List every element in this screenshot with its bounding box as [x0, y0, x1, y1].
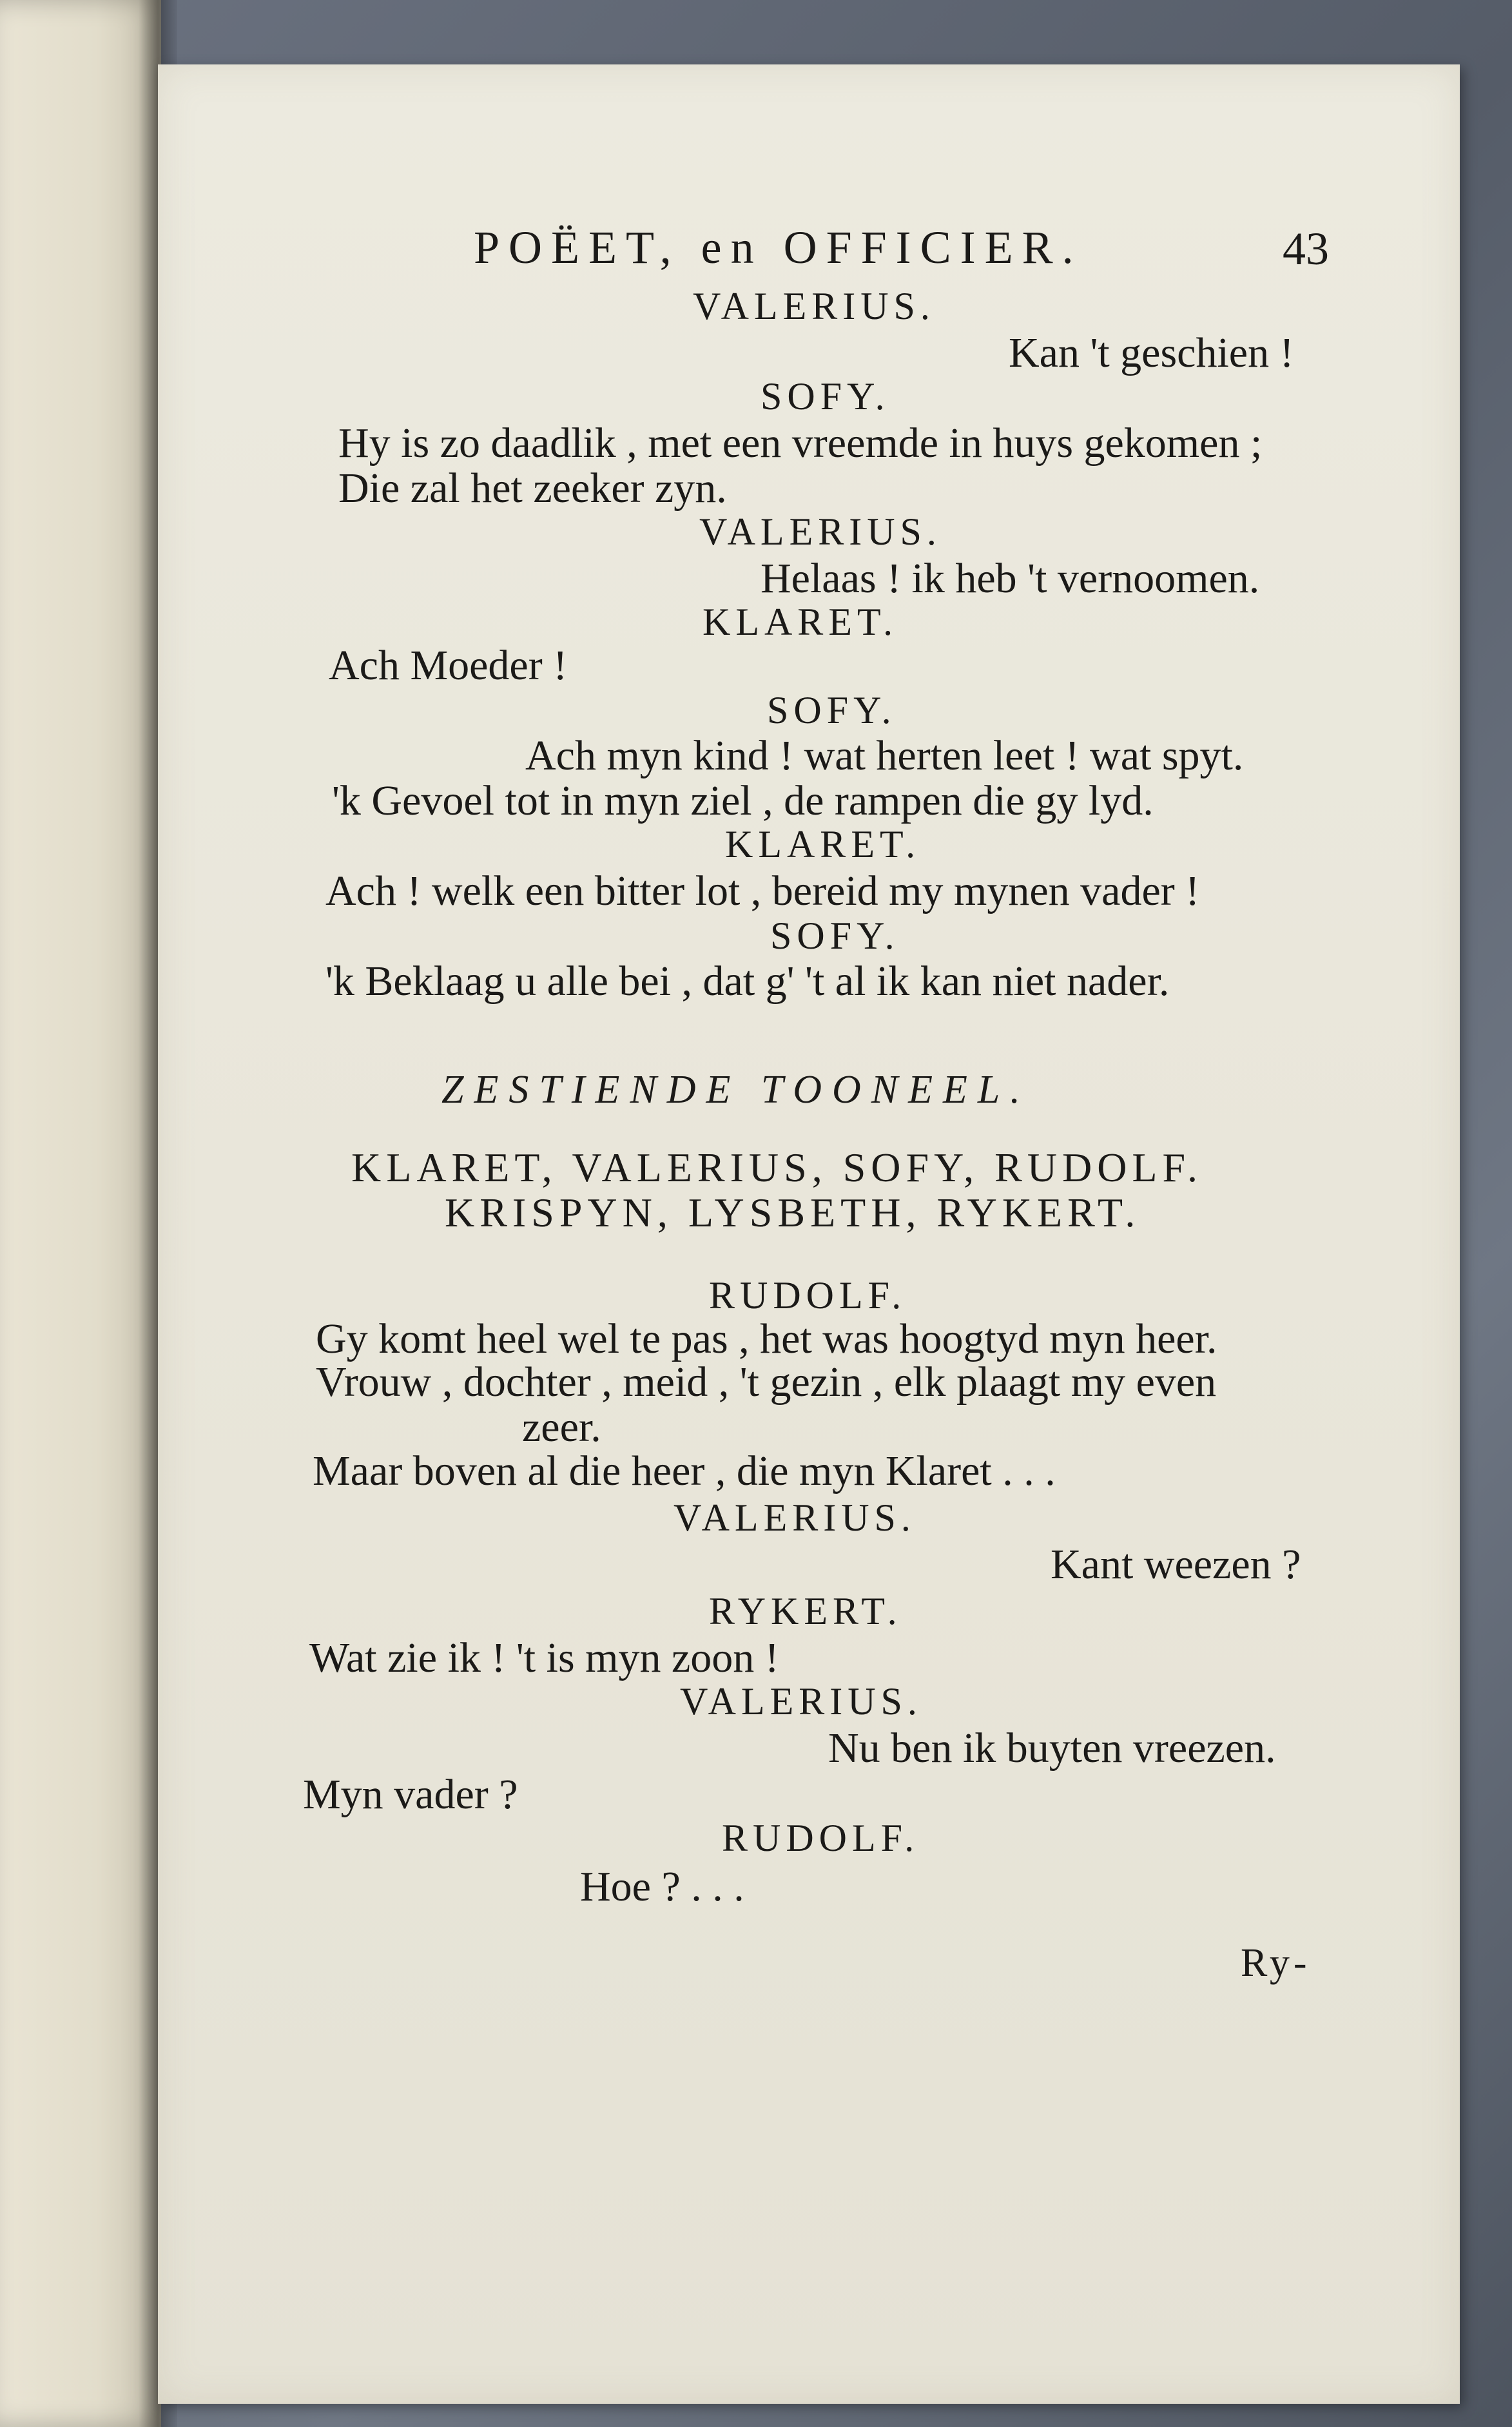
running-head: POËET, en OFFICIER. — [474, 222, 1083, 273]
speaker-name: SOFY. — [770, 914, 900, 957]
verse-line: Wat zie ik ! 't is myn zoon ! — [309, 1634, 779, 1681]
cast-list: KLARET, VALERIUS, SOFY, RUDOLF. — [351, 1145, 1203, 1190]
verse-line: Ach ! welk een bitter lot , bereid my mynen vader ! — [325, 867, 1200, 914]
page-number: 43 — [1283, 223, 1329, 275]
verse-line: Die zal het zeeker zyn. — [338, 465, 727, 512]
verse-line: Ach myn kind ! wat herten leet ! wat spyt. — [525, 732, 1244, 779]
speaker-name: SOFY. — [761, 375, 890, 418]
verse-line: Myn vader ? — [303, 1771, 518, 1818]
speaker-name: RUDOLF. — [709, 1274, 907, 1317]
speaker-name: SOFY. — [767, 689, 897, 731]
verse-line: Kan 't geschien ! — [1009, 329, 1294, 376]
speaker-name: KLARET. — [725, 823, 921, 865]
cast-list: KRISPYN, LYSBETH, RYKERT. — [445, 1190, 1141, 1235]
verse-line: Kant weezen ? — [1051, 1541, 1301, 1588]
speaker-name: VALERIUS. — [699, 510, 942, 553]
speaker-name: KLARET. — [703, 601, 898, 643]
speaker-name: VALERIUS. — [693, 285, 935, 327]
book-page — [158, 64, 1460, 2404]
verse-line: Gy komt heel wel te pas , het was hoogtyd myn heer. — [316, 1315, 1217, 1362]
facing-page-edge — [0, 0, 161, 2427]
scene-title: ZESTIENDE TOONEEL. — [441, 1068, 1031, 1112]
verse-line: Helaas ! ik heb 't vernoomen. — [761, 555, 1260, 602]
speaker-name: RUDOLF. — [722, 1817, 920, 1859]
catchword: Ry- — [1241, 1941, 1311, 1985]
speaker-name: VALERIUS. — [680, 1680, 922, 1723]
verse-line: Maar boven al die heer , die myn Klaret . . . — [313, 1447, 1056, 1494]
verse-line: Hoe ? . . . — [580, 1863, 744, 1910]
verse-line: Nu ben ik buyten vreezen. — [828, 1725, 1276, 1772]
verse-line: zeer. — [522, 1404, 601, 1451]
verse-line: 'k Beklaag u alle bei , dat g' 't al ik kan niet nader. — [325, 958, 1170, 1005]
speaker-name: VALERIUS. — [674, 1496, 916, 1539]
speaker-name: RYKERT. — [709, 1590, 902, 1632]
verse-line: 'k Gevoel tot in myn ziel , de rampen die gy lyd. — [332, 777, 1154, 824]
verse-line: Hy is zo daadlik , met een vreemde in huys gekomen ; — [338, 420, 1263, 467]
verse-line: Vrouw , dochter , meid , 't gezin , elk plaagt my even — [316, 1359, 1217, 1406]
verse-line: Ach Moeder ! — [329, 642, 568, 689]
